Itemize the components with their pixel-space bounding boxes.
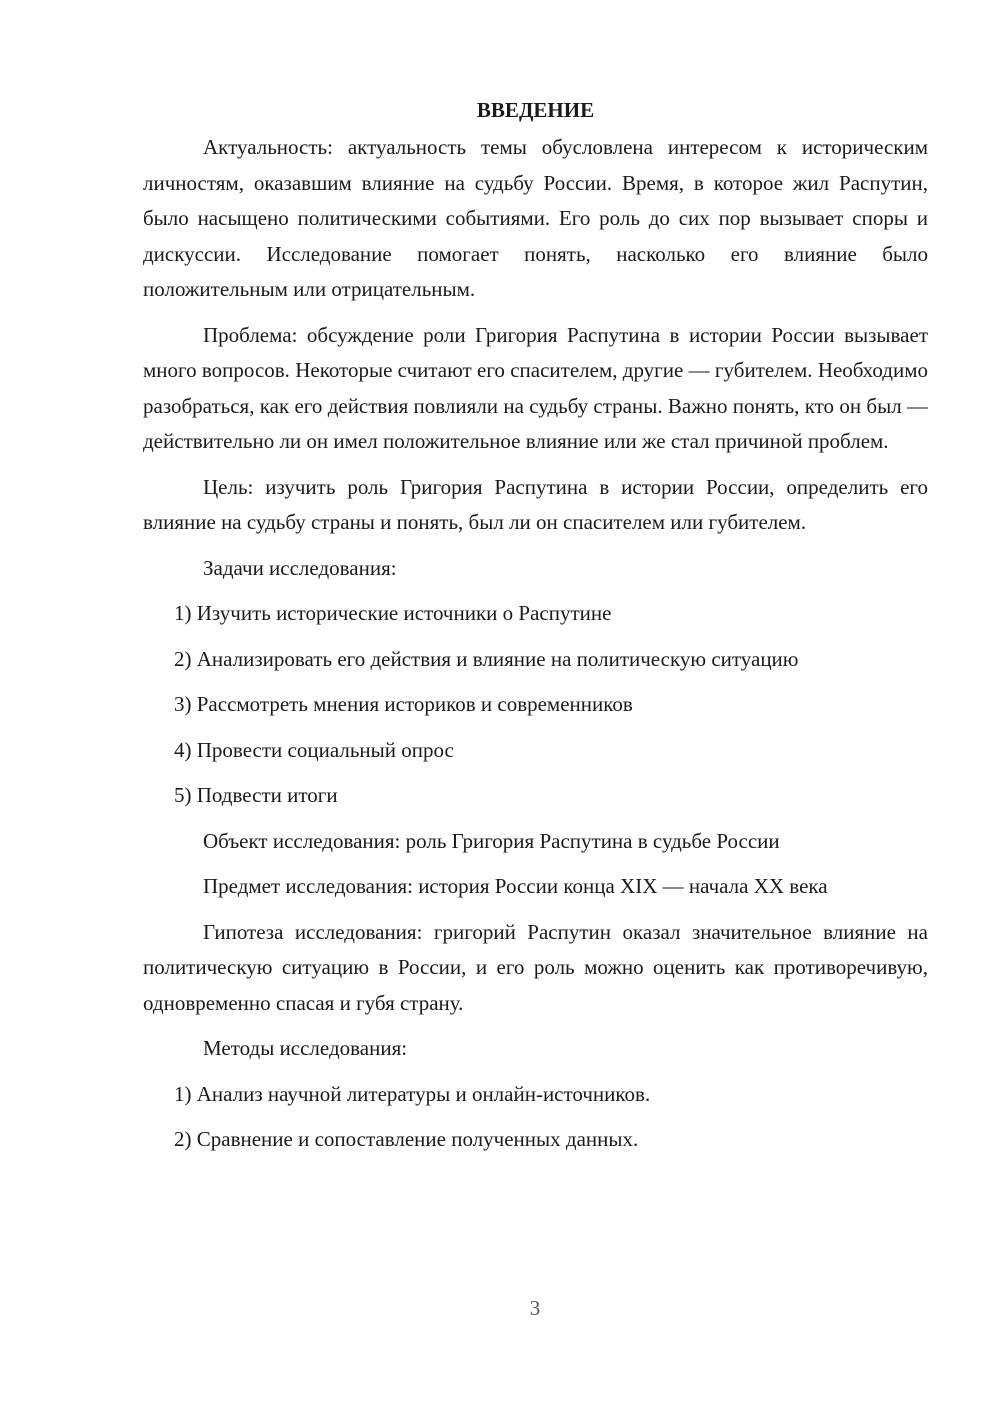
document-page xyxy=(143,93,928,1168)
task-item-4: 4) Провести социальный опрос xyxy=(174,737,454,762)
page-number: 3 xyxy=(529,1296,541,1320)
goal-paragraph: Цель: изучить роль Григория Распутина в истории России, определить его влияние на судьбу страны и понять, был ли он спасителем или губителем. xyxy=(143,474,928,534)
method-item-1: 1) Анализ научной литературы и онлайн-источников. xyxy=(174,1081,651,1106)
task-item-1: 1) Изучить исторические источники о Распутине xyxy=(174,601,612,625)
methods-heading: Методы исследования: xyxy=(203,1036,408,1060)
task-item-5: 5) Подвести итоги xyxy=(174,783,338,807)
task-item-3: 3) Рассмотреть мнения историков и современников xyxy=(174,692,633,716)
method-item-2: 2) Сравнение и сопоставление полученных данных. xyxy=(174,1127,639,1151)
problem-paragraph: Проблема: обсуждение роли Григория Распутина в истории России вызывает много вопросов. Некоторые считают его спасителем, другие — губителем. Необходимо разобраться, как его действия повлияли на судьбу страны. Важно понять, кто он был — действительно ли он имел положительное влияние или же стал причиной проблем. xyxy=(143,322,928,453)
research-object: Объект исследования: роль Григория Распутина в судьбе России xyxy=(203,828,780,853)
relevance-paragraph: Актуальность: актуальность темы обусловлена интересом к историческим личностям, оказавшим влияние на судьбу России. Время, в которое жил Распутин, было насыщено политическими событиями. Его роль до сих пор вызывает споры и дискуссии. Исследование помогает понять, насколько его влияние было положительным или отрицательным. xyxy=(143,135,928,301)
hypothesis-paragraph: Гипотеза исследования: григорий Распутин оказал значительное влияние на политическую ситуацию в России, и его роль можно оценить как противоречивую, одновременно спасая и губя страну. xyxy=(143,919,928,1015)
task-item-2: 2) Анализировать его действия и влияние на политическую ситуацию xyxy=(174,646,799,671)
tasks-heading: Задачи исследования: xyxy=(203,555,397,580)
research-subject: Предмет исследования: история России конца XIX — начала XX века xyxy=(203,874,828,898)
page-title: ВВЕДЕНИЕ xyxy=(476,98,595,122)
